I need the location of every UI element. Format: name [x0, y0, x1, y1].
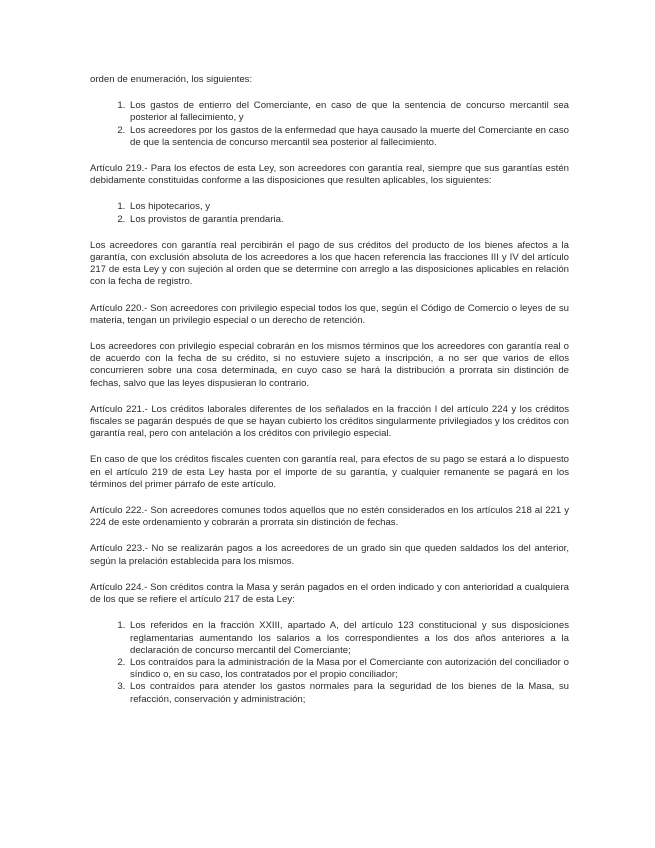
list-b — [90, 201, 569, 225]
list-item: 2. Los contraídos para la administración de la Masa por el Comerciante con autorización del conciliador o síndico o, en su caso, los contratados por el propio conciliador; — [128, 657, 569, 681]
paragraph-creditos-fiscales: En caso de que los créditos fiscales cuenten con garantía real, para efectos de su pago se estará a lo dispuesto en el artículo 219 de esta Ley hasta por el importe de su garantía, y cualquier remanente se pagará en los términos del primer párrafo de este artículo. — [90, 454, 569, 490]
document-page — [90, 74, 569, 720]
list-item: 1. Los hipotecarios, y — [128, 201, 569, 213]
list-item: 2. Los provistos de garantía prendaria. — [128, 214, 569, 226]
paragraph-privilegio-especial: Los acreedores con privilegio especial cobrarán en los mismos términos que los acreedores con garantía real o de acuerdo con la fecha de su crédito, si no estuviere sujeto a inscripción, a no ser que varios de ellos concurrieren sobre una cosa determinada, en cuyo caso se hará la distribución a prorrata sin distinción de fechas, salvo que las leyes dispusieran lo contrario. — [90, 341, 569, 389]
article-221: Artículo 221.- Los créditos laborales diferentes de los señalados en la fracción I del artículo 224 y los créditos fiscales se pagarán después de que se hayan cubierto los créditos singularmente privilegiados y los créditos con garantía real, pero con antelación a los créditos con privilegio especial. — [90, 403, 569, 440]
list-c — [90, 620, 569, 705]
list-item: 1. Los gastos de entierro del Comerciante, en caso de que la sentencia de concurso mercantil sea posterior al fallecimiento, y — [128, 100, 569, 124]
list-item: 2. Los acreedores por los gastos de la enfermedad que haya causado la muerte del Comerciante en caso de que la sentencia de concurso mercantil sea posterior al fallecimiento. — [128, 125, 569, 149]
list-a — [90, 100, 569, 149]
article-223: Artículo 223.- No se realizarán pagos a los acreedores de un grado sin que queden saldados los del anterior, según la prelación establecida para los mismos. — [90, 543, 569, 567]
list-item: 3. Los contraídos para atender los gastos normales para la seguridad de los bienes de la Masa, su refacción, conservación y administración; — [128, 681, 569, 705]
article-224: Artículo 224.- Son créditos contra la Masa y serán pagados en el orden indicado y con anterioridad a cualquiera de los que se refiere el artículo 217 de esta Ley: — [90, 581, 569, 606]
intro-text: orden de enumeración, los siguientes: — [90, 74, 253, 85]
list-item: 1. Los referidos en la fracción XXIII, apartado A, del artículo 123 constitucional y sus disposiciones reglamentarias aumentando los salarios a los correspondientes a los dos años anteriores a la declaración de concurso mercantil del Comerciante; — [128, 620, 569, 657]
article-220: Artículo 220.- Son acreedores con privilegio especial todos los que, según el Código de Comercio o leyes de su materia, tengan un privilegio especial o un derecho de retención. — [90, 302, 569, 326]
paragraph-garantia-real: Los acreedores con garantía real percibirán el pago de sus créditos del producto de los bienes afectos a la garantía, con exclusión absoluta de los acreedores a los que hacen referencia las fracciones III y IV del artículo 217 de esta Ley y con sujeción al orden que se determine con arreglo a las disposiciones aplicables en relación con la fecha de registro. — [90, 239, 569, 288]
article-222: Artículo 222.- Son acreedores comunes todos aquellos que no estén considerados en los artículos 218 al 221 y 224 de este ordenamiento y cobrarán a prorrata sin distinción de fechas. — [90, 505, 569, 529]
article-219: Artículo 219.- Para los efectos de esta Ley, son acreedores con garantía real, siempre que sus garantías estén debidamente constituidas conforme a las disposiciones que resulten aplicables, los siguientes: — [90, 163, 569, 187]
